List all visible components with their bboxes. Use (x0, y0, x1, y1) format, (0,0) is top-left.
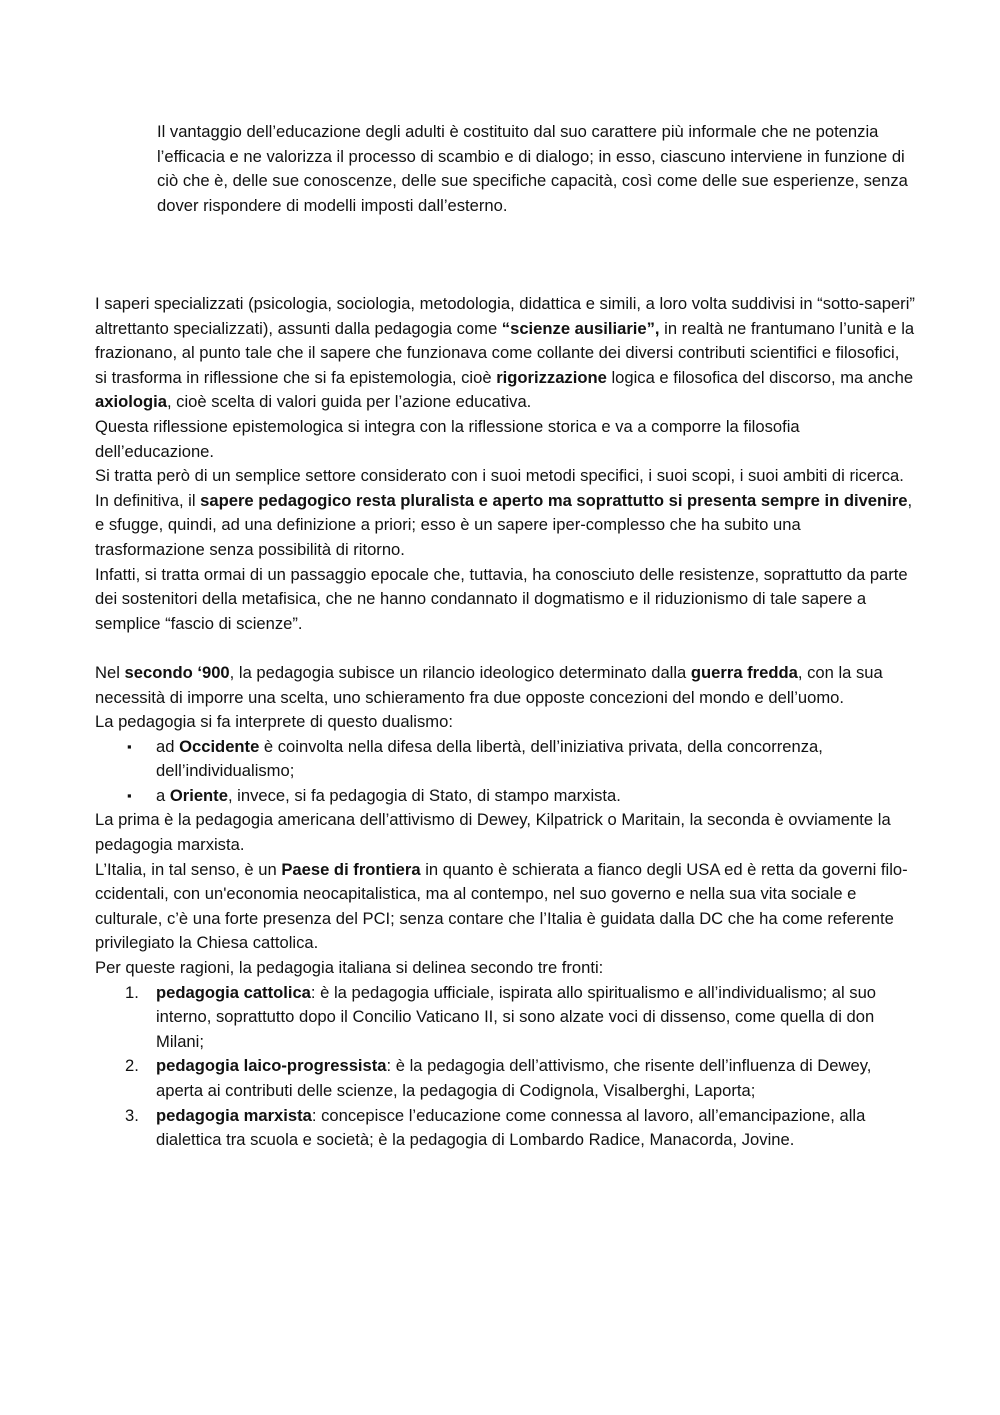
list-item: ▪ ad Occidente è coinvolta nella difesa della libertà, dell’iniziativa privata, della concorrenza, dell’individualismo; (127, 736, 823, 781)
numbered-list (95, 981, 915, 1153)
list-item: 2. pedagogia laico-progressista: è la pedagogia dell’attivismo, che risente dell’influenza di Dewey, aperta ai contributi delle scienze, la pedagogia di Codignola, Visalberghi, Laporta; (125, 1056, 872, 1100)
paragraph-dualism-intro: La pedagogia si fa interprete di questo dualismo: (95, 712, 453, 732)
quote-block (157, 120, 917, 218)
list-number: 1. (125, 982, 139, 1002)
bold-sapere-pedagogico: sapere pedagogico resta pluralista e aperto ma soprattutto si presenta sempre in divenire (200, 490, 908, 510)
bold-axiologia: axiologia (95, 392, 167, 412)
paragraph-gap (95, 636, 915, 661)
square-bullet-icon: ▪ (127, 787, 132, 803)
list-number: 3. (125, 1105, 139, 1125)
paragraph-specialized-knowledge: I saperi specializzati (psicologia, sociologia, metodologia, didattica e simili, a loro volta suddivisi in “sotto-saperi” altrettanto specializzati), assunti dalla pedagogia come “scienze ausiliarie”, in realtà ne frantumano l’unità e la frazionano, al punto tale che il sapere che funzionava come collante dei diversi contributi scientifici e filosofici, si trasforma in riflessione che si fa epistemologia, cioè rigorizzazione logica e filosofica del discorso, ma anche axiologia, cioè scelta di valori guida per l’azione educativa. (95, 294, 915, 412)
bullet-list (95, 735, 915, 809)
paragraph-sector: Si tratta però di un semplice settore considerato con i suoi metodi specifici, i suoi scopi, i suoi ambiti di ricerca. (95, 466, 904, 486)
paragraph-american-pedagogy: La prima è la pedagogia americana dell’attivismo di Dewey, Kilpatrick o Maritain, la seconda è ovviamente la pedagogia marxista. (95, 810, 891, 855)
list-item: 3. pedagogia marxista: concepisce l’educazione come connessa al lavoro, all’emancipazione, alla dialettica tra scuola e società; è la pedagogia di Lombardo Radice, Manacorda, Jovine. (125, 1105, 866, 1150)
bold-guerra-fredda: guerra fredda (690, 662, 798, 682)
bold-paese-di-frontiera: Paese di frontiera (281, 859, 421, 879)
list-item: ▪ a Oriente, invece, si fa pedagogia di Stato, di stampo marxista. (95, 784, 915, 809)
paragraph-three-fronts-intro: Per queste ragioni, la pedagogia italiana si delinea secondo tre fronti: (95, 958, 604, 978)
quote-paragraph: Il vantaggio dell’educazione degli adulti è costituito dal suo carattere più informale che ne potenzia l’efficacia e ne valorizza il processo di scambio e di dialogo; in esso, ciascuno interviene in funzione di ciò che è, delle sue conoscenze, delle sue specifiche capacità, così come delle sue esperienze, senza dover rispondere di modelli imposti dall’esterno. (157, 122, 908, 215)
square-bullet-icon: ▪ (127, 738, 132, 754)
paragraph-second-900: Nel secondo ‘900, la pedagogia subisce un rilancio ideologico determinato dalla guerra fredda, con la sua necessità di imporre una scelta, uno schieramento fra due opposte concezioni del mondo e dell’uomo. (95, 662, 883, 707)
bold-rigorizzazione: rigorizzazione (496, 367, 607, 387)
paragraph-pluralist: In definitiva, il sapere pedagogico resta pluralista e aperto ma soprattutto si presenta sempre in divenire, e sfugge, quindi, ad una definizione a priori; esso è un sapere iper-complesso che ha subito una trasformazione senza possibilità di ritorno. (95, 490, 913, 559)
main-text (95, 292, 915, 1153)
bold-secondo-900: secondo ‘900 (124, 662, 230, 682)
bold-scienze-ausiliarie: “scienze ausiliarie”, (501, 318, 660, 338)
list-item: 1. pedagogia cattolica: è la pedagogia ufficiale, ispirata allo spiritualismo e all’individualismo; al suo interno, soprattutto dopo il Concilio Vaticano II, si sono alzate voci di dissenso, come quella di don Milani; (125, 982, 877, 1051)
list-number: 2. (125, 1056, 139, 1076)
paragraph-resistances: Infatti, si tratta ormai di un passaggio epocale che, tuttavia, ha conosciuto delle resistenze, soprattutto da parte dei sostenitori della metafisica, che ne hanno condannato il dogmatismo e il riduzionismo di tale sapere a semplice “fascio di scienze”. (95, 564, 908, 633)
paragraph-epistemology: Questa riflessione epistemologica si integra con la riflessione storica e va a comporre la filosofia dell’educazione. (95, 416, 800, 461)
paragraph-italy: L’Italia, in tal senso, è un Paese di frontiera in quanto è schierata a fianco degli USA ed è retta da governi filo-ccidentali, con un'economia neocapitalistica, ma al contempo, nel suo governo e nella sua vita sociale e culturale, c’è una forte presenza del PCI; senza contare che l’Italia è guidata dalla DC che ha come referente privilegiato la Chiesa cattolica. (95, 859, 908, 953)
